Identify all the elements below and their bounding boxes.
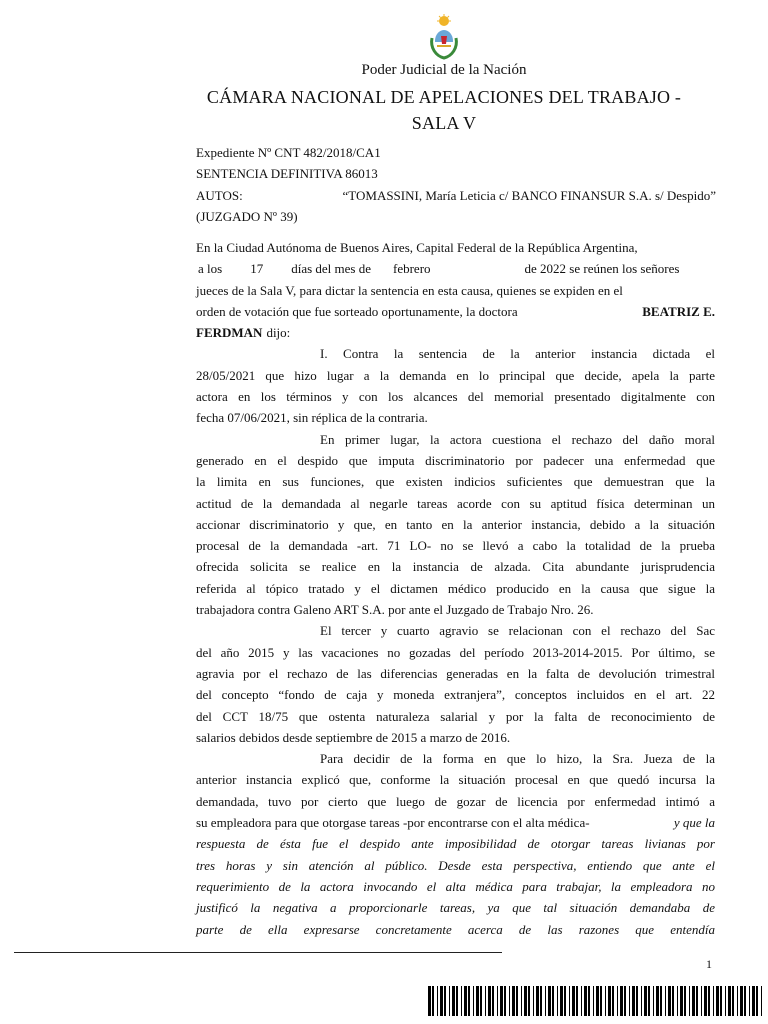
text-span: 28/05/2021 que hizo lugar a la demanda en lo principal que decide, apela la parte [196,367,715,383]
text-span: actora en los términos y con los alcances del memorial presentado digitalmente con [196,389,715,405]
case-metadata [196,142,716,227]
text-line [196,237,715,258]
text-line [196,855,715,876]
text-span: jueces de la Sala V, para dictar la sentencia en esta causa, quienes se expiden en el [196,282,623,298]
autos-line [196,185,716,206]
text-line [196,833,715,854]
court-heading [150,84,738,136]
text-span: la limita en sus funciones, que existen indicios suficientes que demuestran que la [196,474,715,490]
text-line [196,365,715,386]
text-span: agravia por el rechazo de las diferencias generadas en la falta de devolución trimestral [196,665,715,681]
text-span: anterior instancia explicó que, conforme la situación procesal en que quedó incursa la [196,772,715,788]
text-line [196,471,715,492]
italic-text: parte de ella expresarse concretamente acerca de las razones que entendía [196,921,715,937]
text-span: accionar discriminatorio y que, en tanto en la anterior instancia, debido a la situación [196,516,715,532]
text-span: demandada, tuvo por cierto que luego de gozar de licencia por enfermedad intimó a [196,793,715,809]
text-line [196,748,715,769]
text-line [196,599,715,620]
argentine-coat-of-arms-icon [424,14,464,60]
text-span: El tercer y cuarto agravio se relacionan con el rechazo del Sac [320,623,715,639]
text-line [196,812,715,833]
text-span: salarios debidos desde septiembre de 2015 a marzo de 2016. [196,729,511,745]
text-span: Para decidir de la forma en que lo hizo, la Sra. Jueza de la [320,751,715,767]
text-span: referida al tópico tratado y el dictamen médico producido en la causa que sigue la [196,580,715,596]
text-line [196,919,715,940]
text-line [196,514,715,535]
italic-text: tres horas y sin atención al público. Desde esta perspectiva, entiendo que ante el [196,857,715,873]
text-span: trabajadora contra Galeno ART S.A. por ante el Juzgado de Trabajo Nro. 26. [196,602,594,618]
text-line [196,386,715,407]
text-span: dijo: [266,325,291,341]
day-field: 17 [250,261,264,277]
text-line [196,620,715,641]
text-line [196,280,715,301]
text-line [196,684,715,705]
judgment-body [196,237,715,940]
sentencia-number: SENTENCIA DEFINITIVA 86013 [196,166,378,182]
text-line [196,535,715,556]
autos-caption: “TOMASSINI, María Leticia c/ BANCO FINANSUR S.A. s/ Despido” [342,187,716,203]
text-line [196,897,715,918]
text-line [196,450,715,471]
judge-surname: FERDMAN [196,325,263,341]
text-span: generado en el despido que imputa discriminatorio por padecer una enfermedad que [196,452,715,468]
text-span: actitud de la demandada al negarle tareas acorde con su aptitud física determinan un [196,495,715,511]
text-line [196,429,715,450]
italic-text: requerimiento de la actora invocando el alta médica para trabajar, la empleadora no [196,878,715,894]
text-line [196,301,715,322]
barcode-icon [428,986,766,1016]
italic-text: respuesta de ésta fue el despido ante imposibilidad de otorgar tareas livianas por [196,836,715,852]
text-line [196,876,715,897]
text-span: del concepto “fondo de caja y moneda extranjera”, conceptos incluidos en el art. 22 [196,687,715,703]
text-span: orden de votación que fue sorteado oportunamente, la doctora [196,303,518,319]
text-line [196,642,715,663]
judge-name: BEATRIZ E. [642,303,715,319]
footer-divider [14,952,502,953]
text-line [196,706,715,727]
court-heading-line-1: CÁMARA NACIONAL DE APELACIONES DEL TRABAJO - [206,87,682,107]
text-line [196,556,715,577]
text-line [196,322,715,343]
text-span: ofrecida solicita se realice en la instancia de alzada. Cita abundante jurisprudencia [196,559,715,575]
autos-label: AUTOS: [196,187,243,203]
text-span: I. Contra la sentencia de la anterior instancia dictada el [320,346,715,362]
text-line [196,407,715,428]
text-span: En la Ciudad Autónoma de Buenos Aires, Capital Federal de la República Argentina, [196,240,638,255]
juzgado-number: (JUZGADO Nº 39) [196,208,298,224]
italic-text: y que la [673,815,715,831]
text-line [196,258,715,279]
text-span: En primer lugar, la actora cuestiona el rechazo del daño moral [320,431,715,447]
month-field: febrero [393,261,431,277]
text-span: del año 2015 y las vacaciones no gozadas del período 2013-2014-2015. Por último, se [196,644,715,660]
text-span: su empleadora para que otorgase tareas -por encontrarse con el alta médica- [196,815,590,831]
text-line [196,727,715,748]
text-line [196,769,715,790]
text-line [196,343,715,364]
court-heading-line-2: SALA V [411,113,477,133]
text-span: procesal de la demandada -art. 71 LO- no se llevó a cabo la totalidad de la prueba [196,538,715,554]
text-span: a los [198,261,223,277]
italic-text: justificó la negativa a proporcionarle tareas, ya que tal situación demandaba de [196,900,715,916]
text-line [196,578,715,599]
text-span: fecha 07/06/2021, sin réplica de la contraria. [196,410,428,426]
text-line [196,663,715,684]
text-span: de 2022 se reúnen los señores [524,261,680,277]
text-span: del CCT 18/75 que ostenta naturaleza salarial y por la falta de reconocimiento de [196,708,715,724]
page-number: 1 [706,957,712,971]
text-span: días del mes de [291,261,371,277]
institution-heading: Poder Judicial de la Nación [361,62,527,78]
text-line [196,493,715,514]
text-line [196,791,715,812]
expediente-number: Expediente Nº CNT 482/2018/CA1 [196,145,381,160]
